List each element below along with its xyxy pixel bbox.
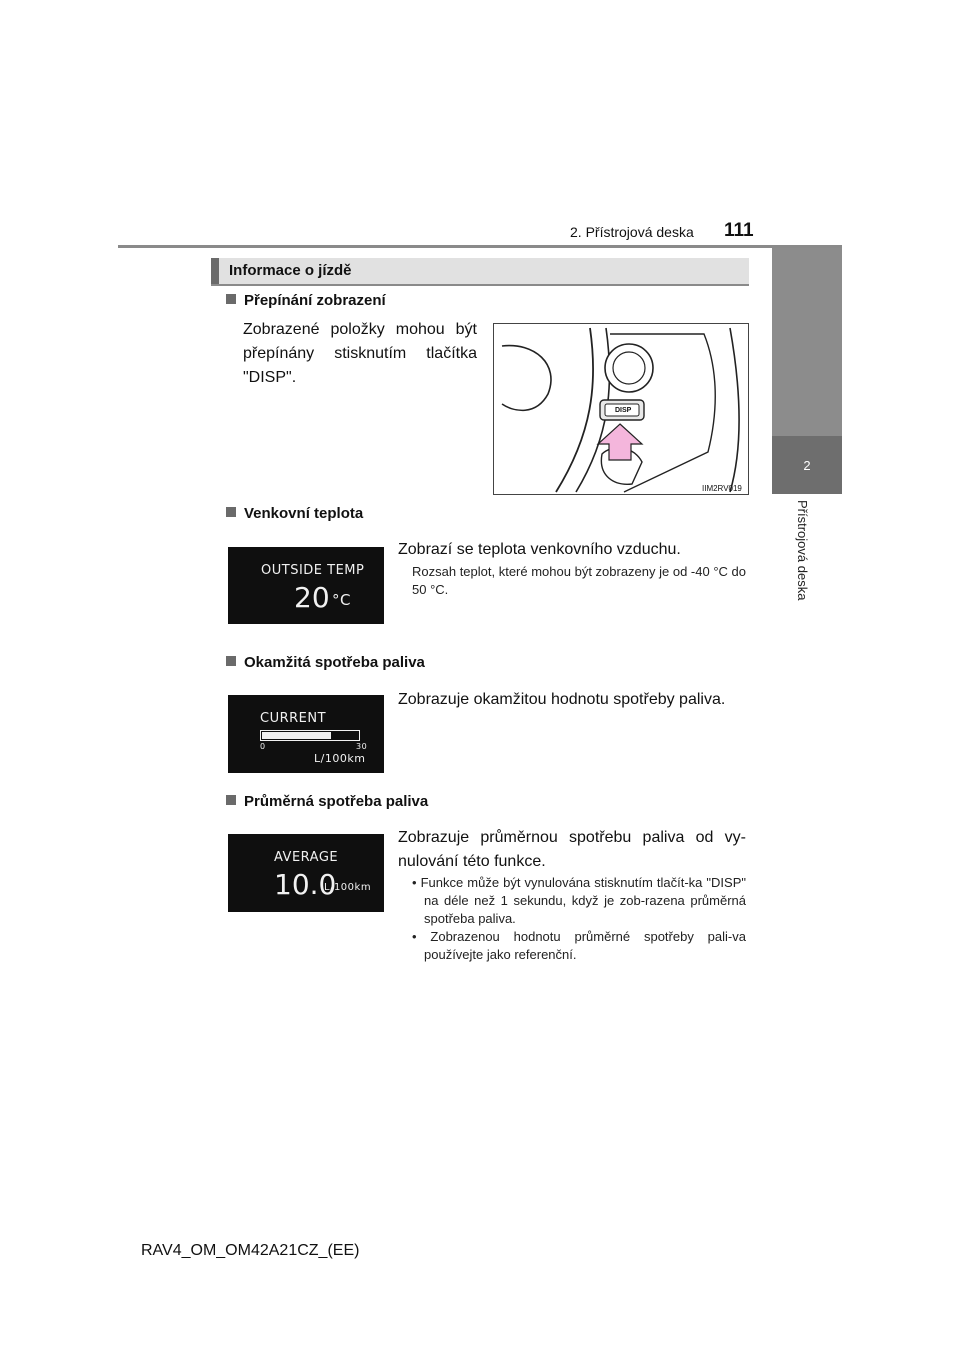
- outside-temp-label: OUTSIDE TEMP: [261, 563, 365, 578]
- disp-heading: Přepínání zobrazení: [226, 292, 386, 309]
- square-bullet-icon: [226, 294, 236, 304]
- current-fuel-display: [228, 695, 384, 773]
- side-tab-number: 2: [772, 436, 842, 494]
- section-title-bar: [211, 258, 749, 284]
- average-fuel-bullet-1: • Funkce může být vynulována stisknutím tlačít-ka "DISP" na déle než 1 sekundu, když je zob-razena průměrná spotřeba paliva.: [412, 875, 746, 926]
- average-fuel-value: 10.0: [274, 868, 337, 901]
- side-tab-rail: [772, 248, 842, 436]
- side-tab-label: Přístrojová deska: [795, 500, 810, 601]
- square-bullet-icon: [226, 656, 236, 666]
- average-fuel-bullet-2: • Zobrazenou hodnotu průměrné spotřeby pali-va používejte jako referenční.: [412, 929, 746, 962]
- header-rule: [118, 245, 842, 248]
- current-fuel-scale-min: 0: [260, 742, 266, 751]
- outside-temp-value: 20: [294, 581, 330, 614]
- average-fuel-label: AVERAGE: [274, 850, 339, 865]
- chapter-title: 2. Přístrojová deska: [570, 224, 694, 240]
- page-number: 111: [724, 220, 754, 241]
- square-bullet-icon: [226, 507, 236, 517]
- current-fuel-label: CURRENT: [260, 711, 327, 726]
- disp-button-label: DISP: [615, 407, 632, 414]
- outside-temp-display: [228, 547, 384, 624]
- square-bullet-icon: [226, 795, 236, 805]
- disp-figure: [493, 323, 749, 495]
- current-fuel-bar: [260, 730, 360, 741]
- average-fuel-unit: L/100km: [324, 882, 372, 893]
- current-fuel-text: Zobrazuje okamžitou hodnotu spotřeby paliva.: [398, 691, 726, 708]
- average-fuel-text: Zobrazuje průměrnou spotřebu paliva od vy-nulování této funkce.: [398, 829, 746, 870]
- average-fuel-bullets: [410, 874, 746, 964]
- current-fuel-unit: L/100km: [314, 752, 366, 765]
- outside-temp-text: Zobrazí se teplota venkovního vzduchu.: [398, 541, 681, 558]
- current-fuel-scale-max: 30: [356, 742, 368, 751]
- outside-temp-note: Rozsah teplot, které mohou být zobrazeny je od -40 °C do 50 °C.: [412, 564, 746, 597]
- disp-text: Zobrazené položky mohou být přepínány stisknutím tlačítka "DISP".: [243, 321, 477, 386]
- outside-temp-unit: °C: [332, 591, 351, 609]
- document-code: RAV4_OM_OM42A21CZ_(EE): [141, 1242, 360, 1259]
- current-fuel-heading: Okamžitá spotřeba paliva: [226, 654, 425, 671]
- average-fuel-display: [228, 834, 384, 912]
- average-fuel-heading: Průměrná spotřeba paliva: [226, 793, 428, 810]
- section-title: Informace o jízdě: [229, 262, 352, 279]
- outside-temp-heading: Venkovní teplota: [226, 505, 363, 522]
- current-fuel-bar-fill: [262, 732, 331, 739]
- figure-code: IIM2RV019: [702, 484, 742, 493]
